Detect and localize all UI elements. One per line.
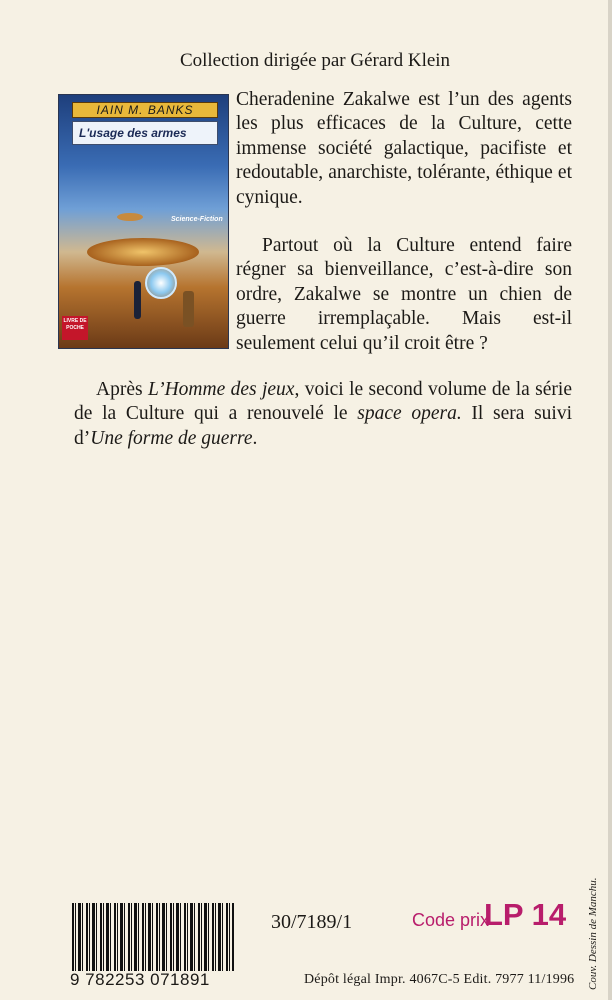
cover-figure-woman: [134, 281, 141, 319]
cover-title: L'usage des armes: [72, 121, 218, 145]
cover-thumbnail: [58, 94, 229, 349]
cover-author: IAIN M. BANKS: [72, 102, 218, 118]
page-edge: [608, 0, 612, 1000]
cover-genre: Science-Fiction: [171, 216, 223, 223]
barcode: [72, 903, 234, 971]
blurb-paragraph-3: Après L’Homme des jeux, voici le second volume de la série de la Culture qui a renouvelé le space opera. Il sera suivi d’Une forme de guerre.: [74, 379, 572, 449]
series-line: Collection dirigée par Gérard Klein: [179, 50, 451, 71]
publisher-logo: LIVRE DE POCHE: [62, 316, 88, 340]
barcode-digits: 9 782253 071891: [70, 970, 210, 989]
cover-spaceship: [117, 213, 143, 221]
price-code-label: Code prix: [412, 910, 490, 930]
cover-floating-disc: [87, 238, 199, 266]
cover-credit: Couv. Dessin de Manchu.: [587, 877, 599, 990]
cover-figure-soldier: [183, 291, 194, 327]
cover-energy-orb: [145, 267, 177, 299]
blurb-paragraph-2: Partout où la Culture entend faire régner sa bienveillance, c’est-à-dire son ordre, Zakalwe se montre un chien de guerre irremplaçable. Mais est-il seulement celui qu’il croit être ?: [236, 235, 572, 354]
legal-deposit: Dépôt légal Impr. 4067C-5 Edit. 7977 11/1996: [304, 972, 575, 987]
blurb-paragraph-1: Cheradenine Zakalwe est l’un des agents les plus efficaces de la Culture, cette immense société galactique, pacifiste et redoutable, anarchiste, tolérante, éthique et cynique.: [236, 89, 572, 208]
catalog-code: 30/7189/1: [271, 911, 353, 933]
price-code-value: LP 14: [484, 897, 567, 932]
